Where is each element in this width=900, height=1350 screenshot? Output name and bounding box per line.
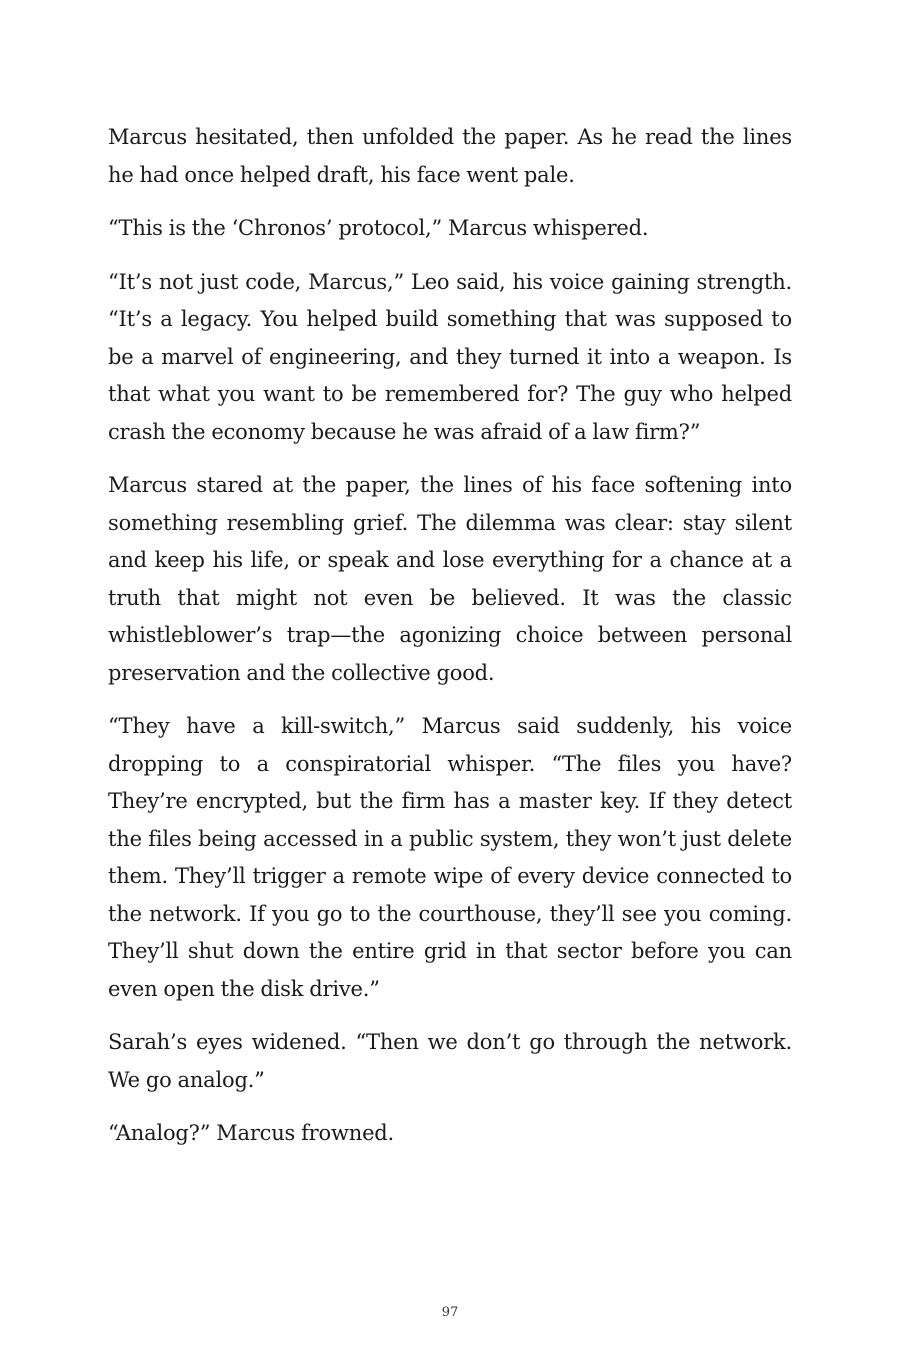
page-body	[108, 119, 792, 1169]
paragraph-4: Marcus stared at the paper, the lines of his face softening into something resembling grief. The dilemma was clear: stay silent and keep his life, or speak and lose everything for a chance at a truth that might not even be believed. It was the classic whistleblower’s trap—the agonizing choice between personal preservation and the collective good.	[108, 473, 792, 685]
paragraph-7: “Analog?” Marcus frowned.	[108, 1121, 395, 1145]
paragraph-3: “It’s not just code, Marcus,” Leo said, his voice gaining strength. “It’s a legacy. You helped build something that was supposed to be a marvel of engineering, and they turned it into a weapon. Is that what you want to be remembered for? The guy who helped crash the economy because he was afraid of a law firm?”	[108, 269, 792, 444]
paragraph-5: “They have a kill-switch,” Marcus said suddenly, his voice dropping to a conspiratorial whisper. “The files you have? They’re encrypted, but the firm has a master key. If they detect the files being accessed in a public system, they won’t just delete them. They’ll trigger a remote wipe of every device connected to the network. If you go to the courthouse, they’ll see you coming. They’ll shut down the entire grid in that sector before you can even open the disk drive.”	[108, 714, 792, 1001]
paragraph-2: “This is the ‘Chronos’ protocol,” Marcus whispered.	[108, 216, 649, 240]
paragraph-1: Marcus hesitated, then unfolded the paper. As he read the lines he had once helped draft, his face went pale.	[108, 125, 792, 187]
page-number: 97	[441, 1305, 459, 1320]
paragraph-6: Sarah’s eyes widened. “Then we don’t go through the network. We go analog.”	[108, 1030, 792, 1092]
